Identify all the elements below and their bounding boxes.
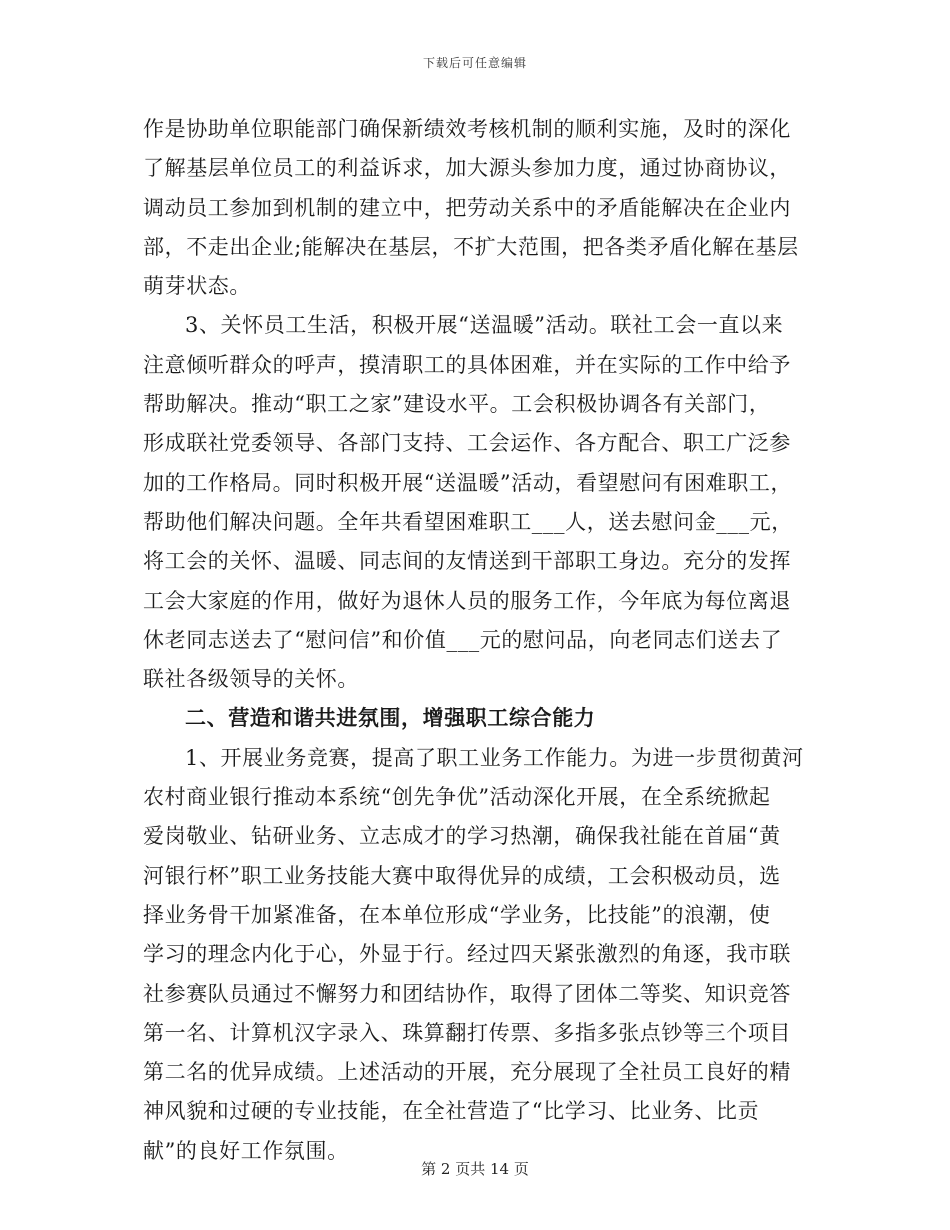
- text-line: 学习的理念内化于心，外显于行。经过四天紧张激烈的角逐，我市联: [143, 942, 791, 967]
- text-line: 形成联社党委领导、各部门支持、工会运作、各方配合、职工广泛参: [143, 431, 791, 456]
- text-line: 择业务骨干加紧准备，在本单位形成“学业务，比技能”的浪潮，使: [143, 902, 771, 927]
- page-header: 下载后可任意编辑: [422, 56, 527, 70]
- text-line: 将工会的关怀、温暖、同志间的友情送到干部职工身边。充分的发挥: [143, 549, 791, 574]
- text-line: 作是协助单位职能部门确保新绩效考核机制的顺利实施，及时的深化: [143, 117, 791, 141]
- text-line: 注意倾听群众的呼声，摸清职工的具体困难，并在实际的工作中给予: [143, 352, 791, 377]
- paragraph-start-line: 1、开展业务竞赛，提高了职工业务工作能力。为进一步贯彻黄河: [185, 745, 804, 770]
- page-number: 第 2 页共 14 页: [421, 1160, 529, 1178]
- text-line: 工会大家庭的作用，做好为退休人员的服务工作，今年底为每位离退: [143, 588, 791, 613]
- text-line: 爱岗敬业、钻研业务、立志成才的学习热潮，确保我社能在首届“黄: [143, 824, 781, 849]
- text-line: 联社各级领导的关怀。: [143, 667, 359, 692]
- text-line: 神风貌和过硬的专业技能，在全社营造了“比学习、比业务、比贡: [143, 1099, 760, 1124]
- text-line: 帮助他们解决问题。全年共看望困难职工___人，送去慰问金___元，: [143, 509, 793, 534]
- text-line: 部，不走出企业;能解决在基层，不扩大范围，把各类矛盾化解在基层: [143, 234, 799, 259]
- paragraph-start-line: 3、关怀员工生活，积极开展“送温暖”活动。联社工会一直以来: [185, 313, 784, 338]
- section-heading: 二、营造和谐共进氛围，增强职工综合能力: [185, 706, 596, 731]
- text-line: 了解基层单位员工的利益诉求，加大源头参加力度，通过协商协议，: [143, 156, 791, 181]
- text-line: 调动员工参加到机制的建立中，把劳动关系中的矛盾能解决在企业内: [143, 195, 791, 220]
- text-line: 河银行杯”职工业务技能大赛中取得优异的成绩，工会积极动员，选: [143, 863, 781, 888]
- document-body: [143, 110, 809, 1171]
- text-line: 休老同志送去了“慰问信”和价值___元的慰问品，向老同志们送去了: [143, 627, 783, 652]
- text-line: 萌芽状态。: [143, 274, 251, 299]
- text-line: 第一名、计算机汉字录入、珠算翻打传票、多指多张点钞等三个项目: [143, 1020, 791, 1045]
- text-line: 社参赛队员通过不懈努力和团结协作，取得了团体二等奖、知识竞答: [143, 981, 791, 1006]
- text-line: 帮助解决。推动“职工之家”建设水平。工会积极协调各有关部门，: [143, 392, 771, 417]
- text-line: 加的工作格局。同时积极开展“送温暖”活动，看望慰问有困难职工，: [143, 470, 793, 495]
- text-line: 第二名的优异成绩。上述活动的开展，充分展现了全社员工良好的精: [143, 1060, 791, 1085]
- text-line: 农村商业银行推动本系统“创先争优”活动深化开展，在全系统掀起: [143, 785, 771, 810]
- text-line: 献”的良好工作氛围。: [143, 1138, 349, 1163]
